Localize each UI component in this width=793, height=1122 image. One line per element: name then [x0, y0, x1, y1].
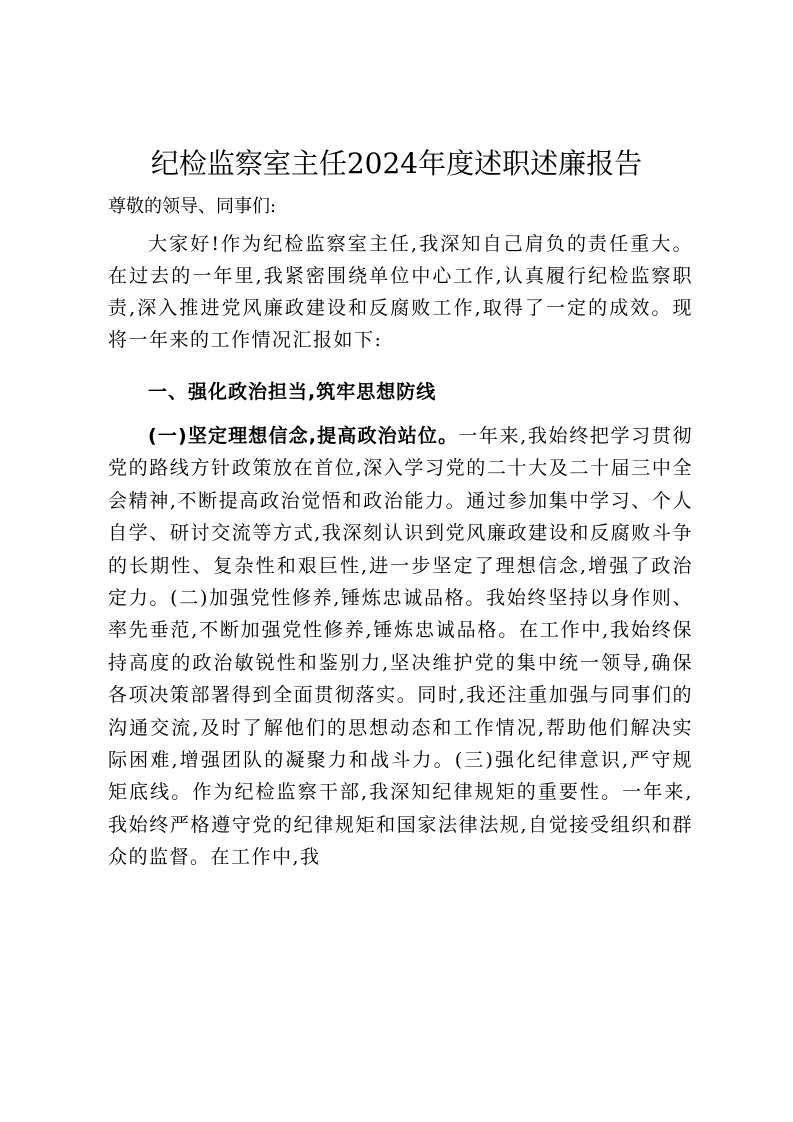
document-title: 纪检监察室主任2024年度述职述廉报告	[150, 147, 643, 180]
subsection-2-lead: (二)加强党性修养,锤炼忠诚品格。	[170, 587, 487, 610]
intro-paragraph: 大家好!作为纪检监察室主任,我深知自己肩负的责任重大。在过去的一年里,我紧密围绕单位中心工作,认真履行纪检监察职责,深入推进党风廉政建设和反腐败工作,取得了一定的成效。现将一年来的工作情况汇报如下:	[108, 233, 693, 351]
section-heading: 一、强化政治担当,筑牢思想防线	[148, 381, 437, 403]
subsection-2-text: 我始终坚持以身作则、率先垂范,不断加强党性修养,锤炼忠诚品格。在工作中,我始终保持高度的政治敏锐性和鉴别力,坚决维护党的集中统一领导,确保各项决策部署得到全面贯彻落实。同时,我还注重加强与同事们的沟通交流,及时了解他们的思想动态和工作情况,帮助他们解决实际困难,增强团队的凝聚力和战斗力。	[108, 587, 693, 772]
subsection-1-text: 一年来,我始终把学习贯彻党的路线方针政策放在首位,深入学习党的二十大及二十届三中全会精神,不断提高政治觉悟和政治能力。通过参加集中学习、个人自学、研讨交流等方式,我深刻认识到党风廉政建设和反腐败斗争的长期性、复杂性和艰巨性,进一步坚定了理想信念,增强了政治定力。	[108, 425, 693, 610]
subsection-3-text: 作为纪检监察干部,我深知纪律规矩的重要性。一年来,我始终严格遵守党的纪律规矩和国家法律法规,自觉接受组织和群众的监督。在工作中,我	[108, 781, 693, 869]
subsection-3-lead: (三)强化纪律意识,严守规矩底线。	[108, 749, 693, 804]
section-body-paragraph	[108, 420, 693, 874]
salutation: 尊敬的领导、同事们:	[108, 196, 277, 217]
subsection-1-lead: (一)坚定理想信念,提高政治站位。	[148, 425, 459, 447]
